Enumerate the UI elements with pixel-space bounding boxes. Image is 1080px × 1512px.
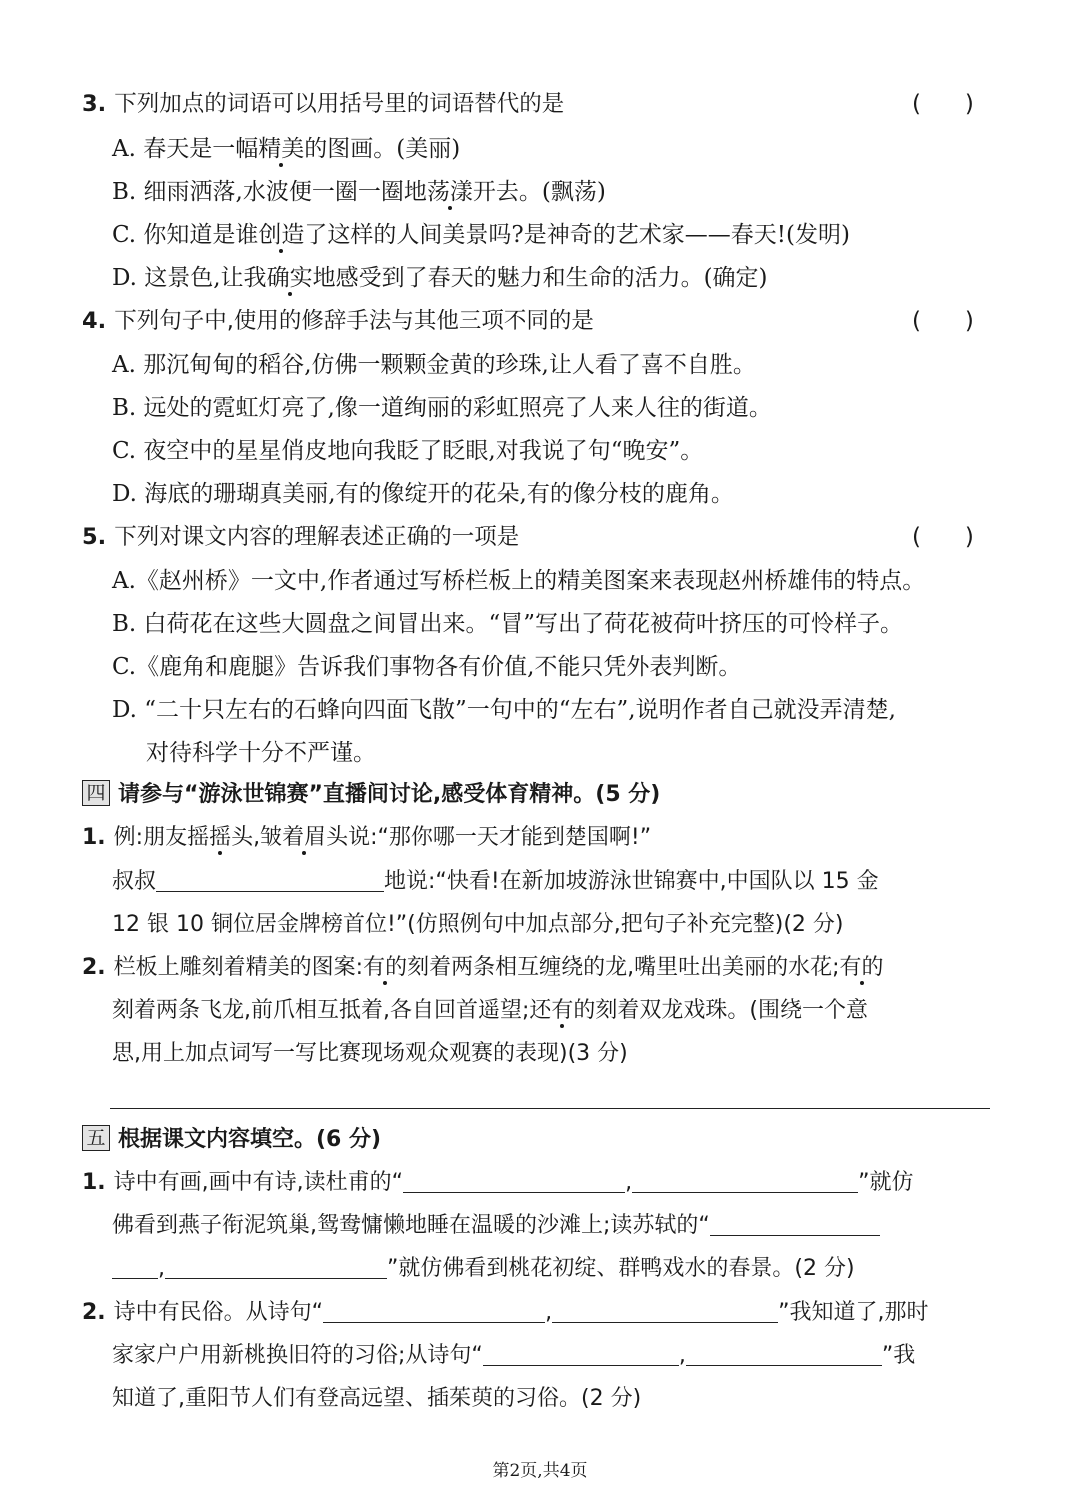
fill-blank[interactable] [403, 1168, 625, 1193]
sec5-item-1-line2: 佛看到燕子衔泥筑巢,鸳鸯慵懒地睡在温暖的沙滩上;读苏轼的“ [112, 1210, 880, 1242]
fill-blank[interactable] [112, 1254, 158, 1279]
sec5-item-1: 1. 诗中有画,画中有诗,读杜甫的“ , ”就仿 [82, 1170, 914, 1195]
q4-option-c: C. 夜空中的星星俏皮地向我眨了眨眼,对我说了句“晚安”。 [112, 438, 704, 464]
sec4-item-2-line2: 刻着两条飞龙,前爪相互抵着,各自回首遥望;还有的刻着双龙戏珠。(围绕一个意 [112, 998, 869, 1023]
q5-stem [82, 521, 519, 553]
q4-option-b: B. 远处的霓虹灯亮了,像一道绚丽的彩虹照亮了人来人往的街道。 [112, 395, 772, 421]
sec4-item-1-line2: 叔叔 地说:“快看!在新加坡游泳世锦赛中,中国队以 15 金 [112, 869, 879, 894]
dotted-word: 皱着眉头 [260, 825, 349, 850]
q4-number: 4. [82, 308, 107, 334]
sec5-item-1-line3: , ”就仿佛看到桃花初绽、群鸭戏水的春景。(2 分) [112, 1253, 855, 1285]
q4-option-a: A. 那沉甸甸的稻谷,仿佛一颗颗金黄的珍珠,让人看了喜不自胜。 [112, 352, 756, 378]
fill-blank[interactable] [632, 1168, 858, 1193]
section-4-title: 请参与“游泳世锦赛”直播间讨论,感受体育精神。(5 分) [118, 782, 661, 807]
sec5-item-2: 2. 诗中有民俗。从诗句“ , ”我知道了,那时 [82, 1300, 929, 1325]
sec4-item-2: 2. 栏板上雕刻着精美的图案:有的刻着两条相互缠绕的龙,嘴里吐出美丽的水花;有的 [82, 955, 884, 980]
q5-option-d-cont: 对待科学十分不严谨。 [146, 740, 376, 766]
dotted-word: 荡漾 [426, 179, 473, 205]
q3-answer-paren[interactable]: ( ) [912, 91, 974, 117]
q5-option-d: D. “二十只左右的石蜂向四面飞散”一句中的“左右”,说明作者自己就没弄清楚, [112, 697, 896, 723]
dotted-word: 还有的 [529, 998, 596, 1023]
q3-option-c: C. 你知道是谁创造了这样的人间美景吗?是神奇的艺术家——春天!(发明) [112, 222, 850, 248]
dotted-word: 有的 [363, 955, 408, 980]
fill-blank[interactable] [165, 1254, 387, 1279]
section-5-title: 根据课文内容填空。(6 分) [118, 1127, 382, 1152]
sec5-item-2-line3: 知道了,重阳节人们有登高远望、插茱萸的习俗。(2 分) [112, 1386, 642, 1411]
answer-line[interactable] [110, 1108, 990, 1109]
sec4-item-1: 1. 例:朋友摇摇头,皱着眉头说:“那你哪一天才能到楚国啊!” [82, 825, 652, 850]
q5-option-b: B. 白荷花在这些大圆盘之间冒出来。“冒”写出了荷花被荷叶挤压的可怜样子。 [112, 611, 904, 637]
q5-number: 5. [82, 524, 107, 550]
fill-blank[interactable] [686, 1341, 882, 1366]
section-5-header [82, 1124, 381, 1156]
q4-option-d: D. 海底的珊瑚真美丽,有的像绽开的花朵,有的像分枝的鹿角。 [112, 481, 734, 507]
fill-blank[interactable] [552, 1298, 778, 1323]
q3-option-d: D. 这景色,让我确实地感受到了春天的魅力和生命的活力。(确定) [112, 265, 768, 291]
q3-stem-text: 下列加点的词语可以用括号里的词语替代的是 [114, 91, 565, 117]
section-5-badge: 五 [82, 1125, 110, 1151]
fill-blank[interactable] [710, 1211, 880, 1236]
q3-number: 3. [82, 91, 107, 117]
q4-stem [82, 305, 594, 337]
fill-blank[interactable] [483, 1341, 679, 1366]
dotted-word: 有的 [839, 955, 884, 980]
sec4-item-2-line3: 思,用上加点词写一写比赛现场观众观赛的表现)(3 分) [112, 1041, 628, 1066]
q4-stem-text: 下列句子中,使用的修辞手法与其他三项不同的是 [114, 308, 594, 334]
q5-option-c: C.《鹿角和鹿腿》告诉我们事物各有价值,不能只凭外表判断。 [112, 654, 742, 680]
dotted-word: 摇摇头 [187, 825, 254, 850]
q5-option-a: A.《赵州桥》一文中,作者通过写桥栏板上的精美图案来表现赵州桥雄伟的特点。 [112, 568, 926, 594]
q3-option-b: B. 细雨洒落,水波便一圈一圈地荡漾开去。(飘荡) [112, 179, 606, 205]
q3-option-a: A. 春天是一幅精美的图画。(美丽) [112, 136, 461, 162]
sec5-item-2-line2: 家家户户用新桃换旧符的习俗;从诗句“ , ”我 [112, 1343, 916, 1368]
q4-answer-paren[interactable]: ( ) [912, 308, 974, 334]
section-4-badge: 四 [82, 780, 110, 806]
dotted-word: 创造 [258, 222, 305, 248]
q3-stem [82, 88, 564, 120]
page-footer: 第2页,共4页 [492, 1461, 588, 1481]
fill-blank[interactable] [156, 867, 384, 892]
dotted-word: 确实 [266, 265, 313, 291]
q5-answer-paren[interactable]: ( ) [912, 524, 974, 550]
fill-blank[interactable] [323, 1298, 545, 1323]
section-4-header [82, 779, 660, 811]
dotted-word: 精美 [258, 136, 305, 162]
sec4-item-1-line3: 12 银 10 铜位居金牌榜首位!”(仿照例句中加点部分,把句子补充完整)(2 分) [112, 912, 844, 937]
q5-stem-text: 下列对课文内容的理解表述正确的一项是 [114, 524, 520, 550]
